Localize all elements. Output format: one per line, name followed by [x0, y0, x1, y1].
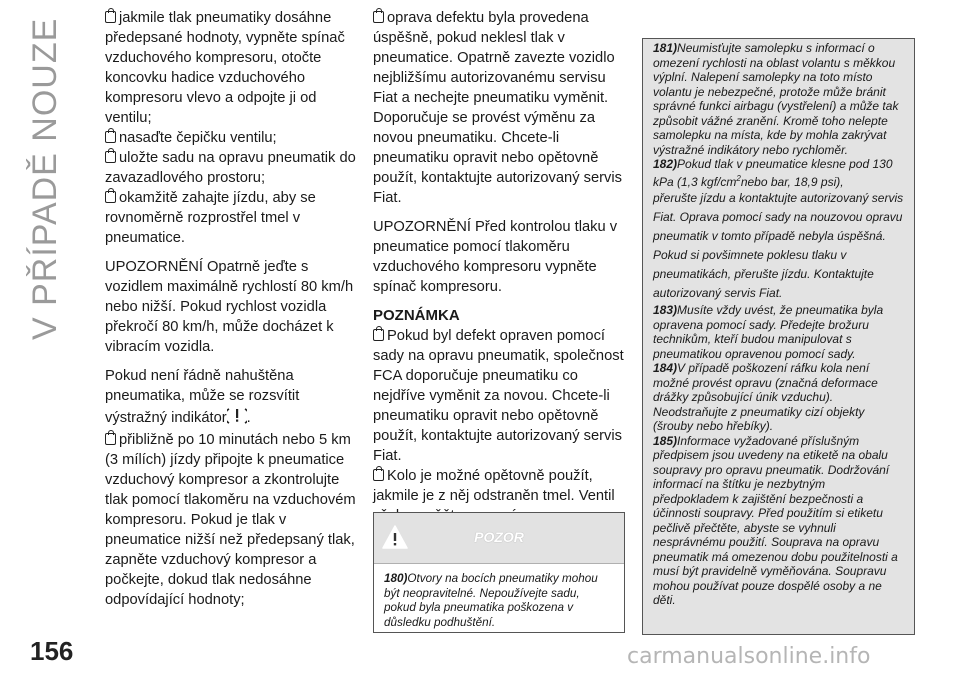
kit-bullet-icon: [373, 329, 384, 341]
caution-box: [373, 512, 625, 633]
page-number: 156: [30, 636, 74, 666]
note-183: 183)Musíte vždy uvést, že pneumatika byla opravena pomocí sady. Předejte brožuru technikům, kteří budou manipulovat s pneumatikou opravenou pomocí sady.: [653, 303, 884, 361]
note-replace-tire: Pokud byl defekt opraven pomocí sady na opravu pneumatik, společnost FCA doporučuje pneumatiku co nejdříve vyměnit za novou. Chcete-li pneumatiku opravit nebo opětovně použít, kontaktujte autorizovaný servis Fiat.: [373, 328, 624, 464]
warning-speed: UPOZORNĚNÍ Opatrně jeďte s vozidlem maximálně rychlostí 80 km/h nebo nižší. Pokud rychlost vozidla překročí 80 km/h, může docházet k vibracím vozidla.: [105, 259, 354, 355]
note-181: 181)Neumisťujte samolepku s informací o omezení rychlosti na oblast volantu s měkkou výplní. Nalepení samolepky na toto místo volantu je nebezpečné, protože může bránit správné funkci airbagu (vystřelení) a může tak způsobit vážné zranění. Kromě toho nelepte samolepku na místa, kde by mohla zakrývat výstražné indikátory nebo rychloměr.: [653, 41, 899, 157]
step-valve-cap: nasaďte čepičku ventilu;: [105, 128, 365, 148]
caution-text: 180)Otvory na bocích pneumatiky mohou být neopravitelné. Nepoužívejte sadu, pokud byla pneumatika poškozena v důsledku podhuštění.: [384, 572, 598, 629]
warning-check-pressure: UPOZORNĚNÍ Před kontrolou tlaku v pneumatice pomocí tlakoměru vzduchového kompresoru vypněte spínač kompresoru.: [373, 219, 618, 295]
note-182-continued: přerušte jízdu a kontaktujte autorizovaný servis Fiat. Oprava pomocí sady na nouzovou opravu pneumatik v tomto případě nebyla úspěšná. Pokud si povšimnete poklesu tlaku v pneumatikách, přerušte jízdu. Kontaktujte autorizovaný servis Fiat.: [653, 191, 904, 300]
kit-bullet-icon: [105, 151, 116, 163]
section-title: V PŘÍPADĚ NOUZE: [26, 17, 64, 340]
step-repair-success: oprava defektu byla provedena úspěšně, pokud neklesl tlak v pneumatice. Opatrně zavezte vozidlo nejbližšímu autorizovanému servisu Fiat a nechejte pneumatiku vyměnit. Doporučuje se provést výměnu za novou pneumatiku. Chcete-li pneumatiku opravit nebo opětovně použít, kontaktujte autorizovaný servis Fiat.: [373, 10, 622, 206]
warnings-sidebar: [642, 38, 915, 635]
column-middle: [373, 8, 631, 526]
watermark: carmanualsonline.info: [627, 644, 871, 669]
step-store-kit: uložte sadu na opravu pneumatik do zavazadlového prostoru;: [105, 150, 356, 186]
step-disconnect: jakmile tlak pneumatiky dosáhne předepsané hodnoty, vypněte spínač vzduchového kompresoru, otočte koncovku hadice vzduchového kompresoru vlevo a odpojte ji od ventilu;: [105, 10, 345, 126]
kit-bullet-icon: [373, 469, 384, 481]
step-check-pressure: přibližně po 10 minutách nebo 5 km (3 mílích) jízdy připojte k pneumatice vzduchový kompresor a zkontrolujte tlak pomocí tlakoměru na vzduchovém kompresoru. Pokud je tlak v pneumatice nižší než předepsaný tlak, zapněte vzduchový kompresor a počkejte, dokud tlak nedosáhne odpovídající hodnoty;: [105, 432, 356, 608]
kit-bullet-icon: [105, 433, 116, 445]
note-reuse-wheel: Kolo je možné opětovně použít, jakmile je z něj odstraněn tmel. Ventil: [373, 468, 615, 504]
kit-bullet-icon: [105, 11, 116, 23]
note-title: POZNÁMKA: [373, 307, 460, 324]
kit-bullet-icon: [373, 11, 384, 23]
kit-bullet-icon: [105, 191, 116, 203]
note-182: 182)Pokud tlak v pneumatice klesne pod 130 kPa (1,3 kgf/$cm^2nebo$ bar, 18,9 psi),: [653, 157, 893, 189]
caution-title: POZOR: [474, 529, 524, 545]
warning-indicator-icon: [227, 406, 247, 430]
note-184: 184)V případě poškození ráfku kola není možné provést opravu (značná deformace drážky způsobující únik vzduchu). Neodstraňujte z pneumatiky cizí objekty (šrouby nebo hřebíky).: [653, 361, 878, 433]
column-left: [105, 8, 365, 610]
step-start-driving: okamžitě zahajte jízdu, aby se rovnoměrně rozprostřel tmel v pneumatice.: [105, 190, 316, 246]
caution-header: [374, 513, 624, 564]
kit-bullet-icon: [105, 131, 116, 143]
not-inflated-text: Pokud není řádně nahuštěna pneumatika, může se rozsvítit výstražný indikátor .: [105, 366, 365, 430]
note-185: 185)Informace vyžadované příslušným předpisem jsou uvedeny na etiketě na obalu soupravy pro opravu pneumatik. Dodržování informací na štítku je nezbytným předpokladem k zajištění bezpečnosti a účinnosti soupravy. Před použitím si etiketu pečlivě přečtěte, abyste se vyhnuli nesprávnému použití. Souprava na opravu pneumatik má omezenou dobu použitelnosti a musí být pravidelně vyměňována. Soupravu mohou používat pouze dospělé osoby a ne děti.: [653, 433, 898, 607]
